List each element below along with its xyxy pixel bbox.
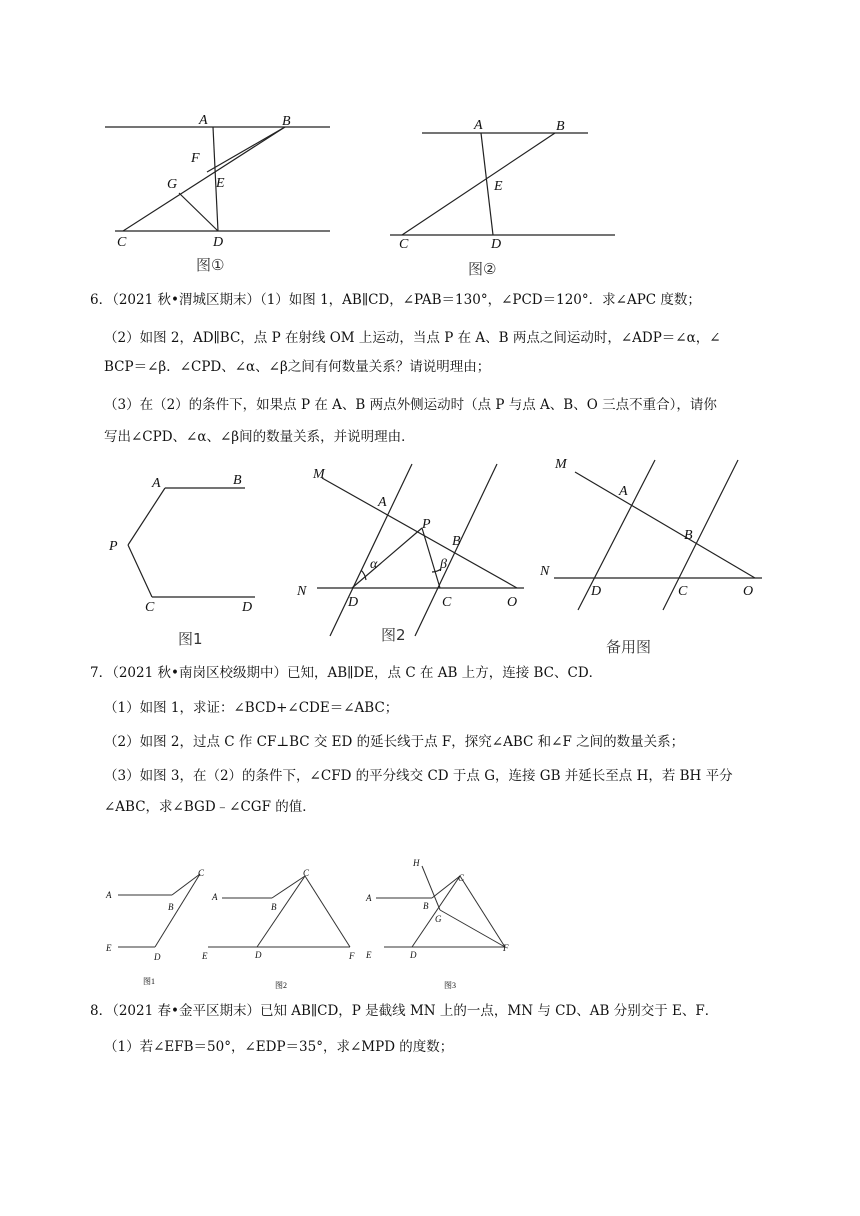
figure-6-3-caption: 备用图 [606, 638, 652, 656]
label-F: F [191, 151, 200, 166]
label-A: A [474, 118, 483, 133]
label-N: N [540, 564, 550, 579]
q6-part3-line2: 写出∠CPD、∠α、∠β间的数量关系，并说明理由． [104, 429, 415, 445]
label-B: B [452, 534, 461, 549]
label-D: D [410, 950, 417, 960]
label-F: F [349, 951, 355, 961]
label-H: H [413, 858, 420, 868]
label-A: A [152, 476, 161, 491]
figure-7-1 [100, 862, 215, 992]
q7-part3-line1: （3）如图 3，在（2）的条件下，∠CFD 的平分线交 CD 于点 G，连接 GB 并延长至点 H，若 BH 平分 [104, 768, 733, 784]
label-E: E [216, 176, 225, 191]
label-B: B [423, 901, 429, 911]
label-N: N [297, 584, 307, 599]
label-C: C [145, 600, 155, 615]
label-E: E [366, 950, 372, 960]
figure-5-2 [390, 110, 620, 260]
figure-6-2-caption: 图2 [381, 626, 406, 644]
figure-6-1 [100, 465, 270, 620]
label-D: D [242, 600, 253, 615]
label-B: B [684, 528, 693, 543]
q8-stem: 8．（2021 春•金平区期末）已知 AB∥CD，P 是截线 MN 上的一点，MN 与 CD、AB 分别交于 E、F． [90, 1003, 719, 1019]
figure-5-1-caption: 图① [196, 256, 225, 274]
figure-5-2-caption: 图② [468, 260, 497, 278]
q6-part2-line1: （2）如图 2，AD∥BC，点 P 在射线 OM 上运动，当点 P 在 A、B 两点之间运动时，∠ADP＝∠α，∠ [104, 330, 721, 346]
q6-part2-line2: BCP＝∠β．∠CPD、∠α、∠β之间有何数量关系？请说明理由； [104, 359, 491, 375]
label-C: C [442, 595, 452, 610]
q8-part1: （1）若∠EFB＝50°，∠EDP＝35°，求∠MPD 的度数； [104, 1039, 454, 1055]
label-B: B [282, 114, 291, 129]
figure-7-3 [362, 850, 522, 995]
label-D: D [213, 235, 224, 250]
label-D: D [591, 584, 602, 599]
label-D: D [348, 595, 359, 610]
q7-part3-line2: ∠ABC，求∠BGD﹣∠CGF 的值． [104, 799, 316, 815]
label-B: B [168, 902, 174, 912]
label-A: A [106, 890, 112, 900]
q6-stem: 6．（2021 秋•渭城区期末）（1）如图 1，AB∥CD，∠PAB＝130°，∠PCD＝120°．求∠APC 度数； [90, 292, 701, 308]
label-G: G [435, 914, 442, 924]
label-G: G [167, 177, 178, 192]
label-F: F [503, 943, 509, 953]
label-P: P [109, 539, 118, 554]
label-B: B [233, 473, 242, 488]
label-P: P [422, 517, 431, 532]
label-C: C [458, 873, 465, 883]
q7-stem: 7．（2021 秋•南岗区校级期中）已知，AB∥DE，点 C 在 AB 上方，连接 BC、CD． [90, 665, 603, 681]
label-B: B [556, 119, 565, 134]
label-M: M [313, 467, 325, 482]
label-B: B [271, 902, 277, 912]
label-A: A [212, 892, 218, 902]
figure-7-2-caption: 图2 [275, 981, 287, 990]
label-A: A [366, 893, 372, 903]
label-C: C [117, 235, 127, 250]
label-A: A [378, 495, 387, 510]
label-E: E [494, 179, 503, 194]
label-A: A [619, 484, 628, 499]
figure-6-2 [292, 458, 532, 638]
label-A: A [199, 113, 208, 128]
label-D: D [255, 950, 262, 960]
label-alpha: α [370, 557, 378, 572]
label-C: C [678, 584, 688, 599]
figure-7-3-caption: 图3 [444, 981, 456, 990]
label-M: M [555, 457, 567, 472]
label-C: C [399, 237, 409, 252]
q6-part3-line1: （3）在（2）的条件下，如果点 P 在 A、B 两点外侧运动时（点 P 与点 A、B、O 三点不重合），请你 [104, 397, 717, 413]
label-C: C [198, 868, 205, 878]
q7-part1: （1）如图 1，求证：∠BCD+∠CDE＝∠ABC； [104, 700, 399, 716]
label-O: O [507, 595, 518, 610]
figure-5-1 [95, 105, 345, 275]
q7-part2: （2）如图 2，过点 C 作 CF⊥BC 交 ED 的延长线于点 F，探究∠ABC 和∠F 之间的数量关系； [104, 734, 685, 750]
label-D: D [491, 237, 502, 252]
label-E: E [202, 951, 208, 961]
figure-7-1-caption: 图1 [143, 977, 155, 986]
figure-6-3 [540, 452, 780, 622]
figure-7-2 [200, 862, 370, 997]
label-O: O [743, 584, 754, 599]
label-C: C [303, 868, 310, 878]
label-beta: β [440, 557, 447, 572]
figure-6-1-caption: 图1 [178, 630, 203, 648]
label-D: D [154, 952, 161, 962]
label-E: E [106, 943, 112, 953]
